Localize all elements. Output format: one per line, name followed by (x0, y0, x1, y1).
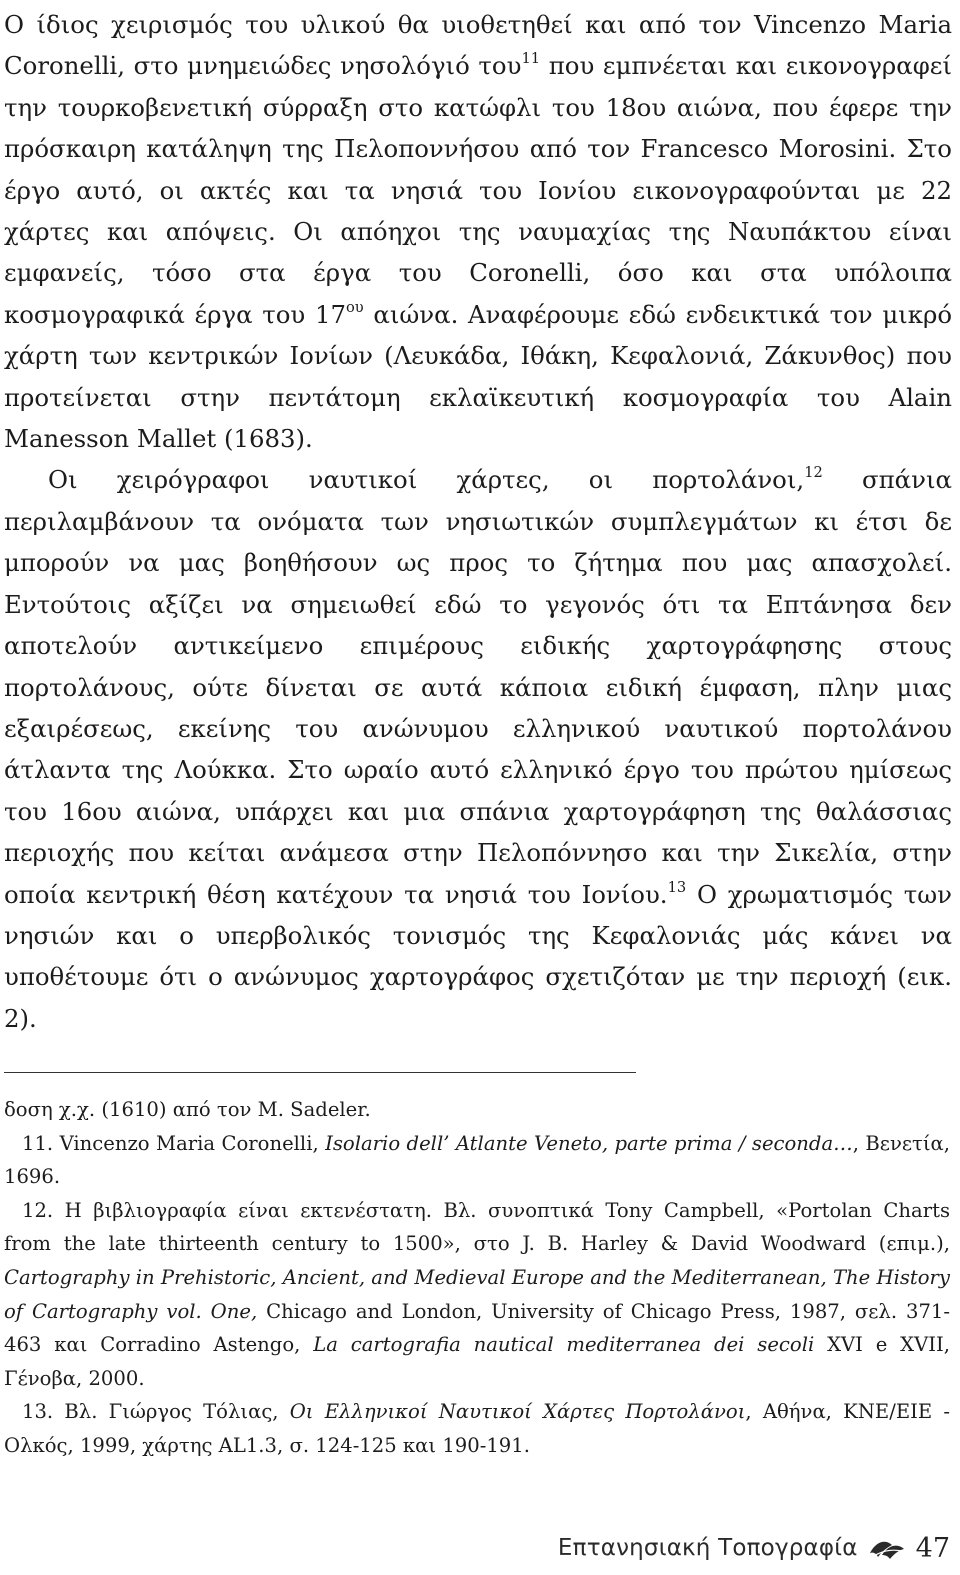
footnote-12-text-c: XVI e XVII, Γένοβα, 2000. (4, 1333, 950, 1390)
footnote-ref-13: 13 (667, 878, 687, 896)
paragraph-1-text-b: που εμπνέεται και εικονογραφεί την τουρκοβενετική σύρραξη στο κατώφλι του 18ου αιώνα, που έφερε την πρόσκαιρη κατάληψη της Πελοποννήσου από τον Francesco Morosini. Στο έργο αυτό, οι ακτές και τα νησιά του Ιονίου εικονογραφούνται με 22 χάρτες και απόψεις. Οι απόηχοι της ναυμαχίας της Ναυπάκτου είναι εμφανείς, τόσο στα έργα του Coronelli, όσο και στα υπόλοιπα κοσμογραφικά έργα του 17 (4, 51, 952, 329)
paragraph-1-text-c: αιώνα. Αναφέρουμε εδώ ενδεικτικά τον μικρό χάρτη των κεντρικών Ιονίων (Λευκάδα, Ιθάκη, Κεφαλονιά, Ζάκυνθος) που προτείνεται στην πεντάτομη εκλαϊκευτική κοσμογραφία του Alain Manesson Mallet (1683). (4, 299, 952, 454)
footnote-12-title-1: Cartography in Prehistoric, Ancient, and Medieval Europe and the Mediterranean, The History of Cartography vol. One, (4, 1265, 950, 1323)
footnote-12-text-a: 12. Η βιβλιογραφία είναι εκτενέστατη. Βλ. συνοπτικά Tony Campbell, «Portolan Charts from the late thirteenth century to 1500», στο J. B. Harley & David Woodward (επιμ.), (4, 1198, 950, 1256)
paragraph-2-text-c: Ο χρωματισμός των νησιών και ο υπερβολικός τονισμός της Κεφαλονιάς μάς κάνει να υποθέτουμε ότι ο ανώνυμος χαρτογράφος σχετιζόταν με την περιοχή (εικ. 2). (4, 879, 953, 1033)
paragraph-1-text-a: Ο ίδιος χειρισμός του υλικού θα υιοθετηθεί και από τον Vincenzo Maria Coronelli, στο μνημειώδες νησολόγιό του (4, 10, 952, 81)
paragraph-1 (4, 4, 952, 459)
footnotes-section (4, 1093, 950, 1463)
page-number: 47 (915, 1532, 950, 1564)
page-footer (558, 1528, 950, 1568)
footnote-11-title: Isolario dell’ Atlante Veneto, parte prima / seconda… (325, 1131, 853, 1155)
footnote-separator-rule (4, 1072, 636, 1073)
paragraph-2-text-a: Οι χειρόγραφοι ναυτικοί χάρτες, οι πορτολάνοι, (48, 465, 805, 495)
main-body-text (4, 4, 952, 1039)
footnote-13-text-a: 13. Βλ. Γιώργος Τόλιας, (22, 1400, 290, 1424)
footnote-13-title: Οι Ελληνικοί Ναυτικοί Χάρτες Πορτολάνοι (289, 1400, 746, 1424)
footnote-ref-11: 11 (521, 50, 541, 68)
footnote-continuation: δοση χ.χ. (1610) από τον M. Sadeler. (4, 1098, 371, 1121)
footnote-12-text-b: Chicago and London, University of Chicago Press, 1987, σελ. 371-463 και Corradino Astengo, (4, 1299, 950, 1357)
footnote-11 (4, 1127, 950, 1194)
running-footer-title: Επτανησιακή Τοπογραφία (557, 1535, 858, 1561)
footnote-ref-12: 12 (804, 464, 823, 482)
paragraph-2 (4, 459, 952, 1039)
footnote-12-title-2: La cartografia nautical mediterranea dei secoli (313, 1333, 815, 1357)
superscript-ordinal: ου (345, 298, 364, 316)
footnote-12 (4, 1194, 950, 1396)
footnote-13 (4, 1395, 950, 1462)
leaf-ornament-icon (868, 1535, 906, 1561)
paragraph-2-text-b: σπάνια περιλαμβάνουν τα ονόματα των νησιωτικών συμπλεγμάτων κι έτσι δε μπορούν να μας βοηθήσουν ως προς το ζήτημα που μας απασχολεί. Εντούτοις αξίζει να σημειωθεί εδώ το γεγονός ότι τα Επτάνησα δεν αποτελούν αντικείμενο επιμέρους ειδικής χαρτογράφησης στους πορτολάνους, ούτε δίνεται σε αυτά κάποια ειδική έμφαση, πλην μιας εξαιρέσεως, εκείνης του ανώνυμου ελληνικού ναυτικού πορτολάνου άτλαντα της Λούκκα. Στο ωραίο αυτό ελληνικό έργο του πρώτου ημίσεως του 16ου αιώνα, υπάρχει και μια σπάνια χαρτογράφηση της θαλάσσιας περιοχής που κείται ανάμεσα στην Πελοπόννησο και την Σικελία, στην οποία κεντρική θέση κατέχουν τα νησιά του Ιονίου. (4, 465, 952, 909)
footnote-11-text-b: , Βενετία, 1696. (4, 1131, 951, 1189)
footnote-11-text-a: 11. Vincenzo Maria Coronelli, (22, 1131, 326, 1155)
footnote-13-text-b: , Αθήνα, ΚΝΕ/ΕΙΕ - Ολκός, 1999, χάρτης AL1.3, σ. 124-125 και 190-191. (4, 1400, 950, 1457)
